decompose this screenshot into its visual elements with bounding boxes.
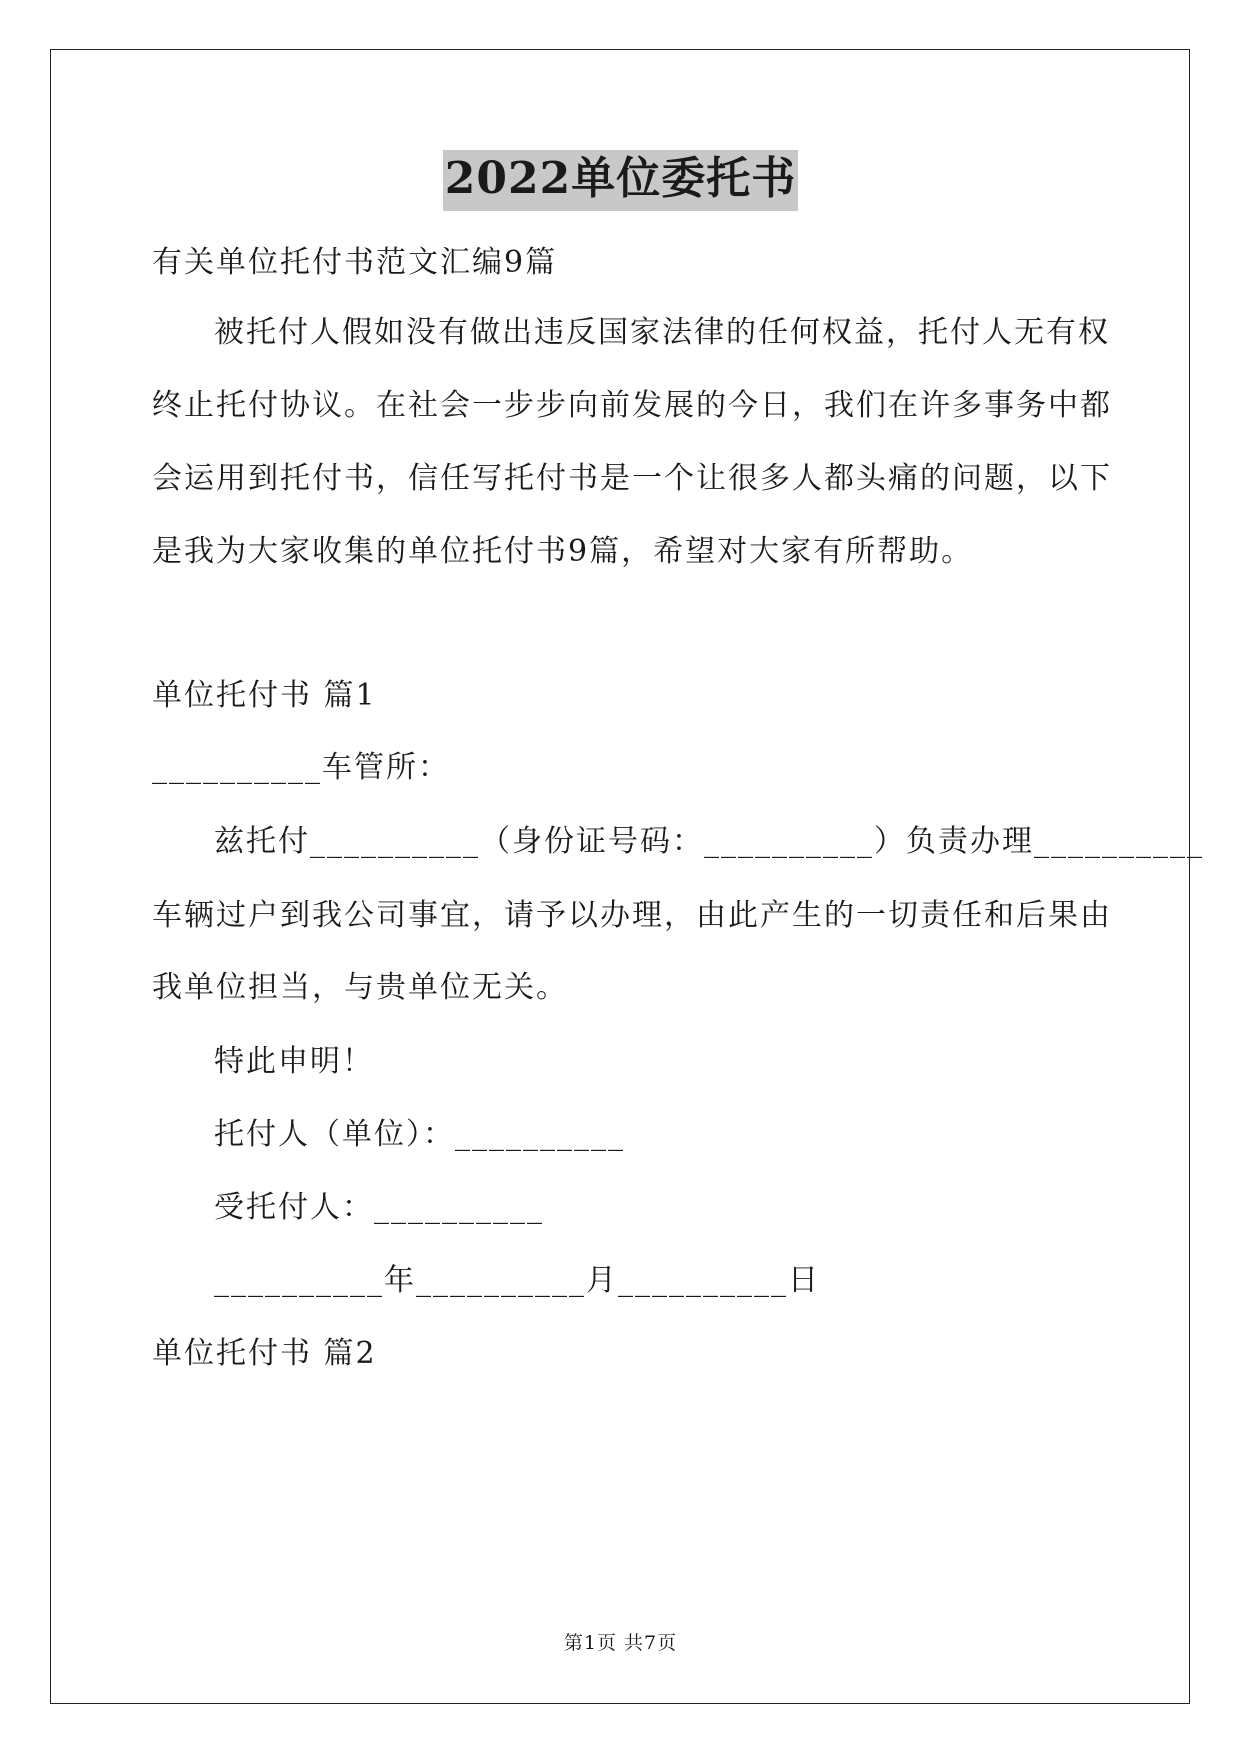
intro-line-2: 终止托付协议。在社会一步步向前发展的今日，我们在许多事务中都 bbox=[152, 388, 1112, 423]
intro-line-1: 被托付人假如没有做出违反国家法律的任何权益，托付人无有权 bbox=[214, 315, 1110, 350]
section1-agent: 受托付人：__________ bbox=[214, 1190, 544, 1225]
section1-body-line-2: 车辆过户到我公司事宜，请予以办理，由此产生的一切责任和后果由 bbox=[152, 898, 1112, 933]
section1-principal: 托付人（单位）：__________ bbox=[214, 1117, 625, 1152]
section1-closing: 特此申明！ bbox=[214, 1044, 374, 1079]
intro-line-3: 会运用到托付书，信任写托付书是一个让很多人都头痛的问题，以下 bbox=[152, 461, 1112, 496]
document-subtitle: 有关单位托付书范文汇编9篇 bbox=[152, 245, 558, 280]
page-border bbox=[50, 49, 1204, 1704]
section1-body-line-1: 兹托付__________（身份证号码：__________）负责办理__________ bbox=[214, 824, 1204, 859]
section2-heading: 单位托付书 篇2 bbox=[152, 1336, 377, 1371]
section1-addressee: __________车管所： bbox=[152, 750, 450, 785]
page-indicator: 第1页 共7页 bbox=[563, 1632, 678, 1654]
section1-date: __________年__________月__________日 bbox=[214, 1263, 820, 1298]
section1-body-line-3: 我单位担当，与贵单位无关。 bbox=[152, 970, 568, 1005]
title-container bbox=[0, 150, 1241, 211]
document-title: 2022单位委托书 bbox=[443, 150, 798, 211]
section1-heading: 单位托付书 篇1 bbox=[152, 678, 377, 713]
intro-line-4: 是我为大家收集的单位托付书9篇，希望对大家有所帮助。 bbox=[152, 534, 974, 569]
